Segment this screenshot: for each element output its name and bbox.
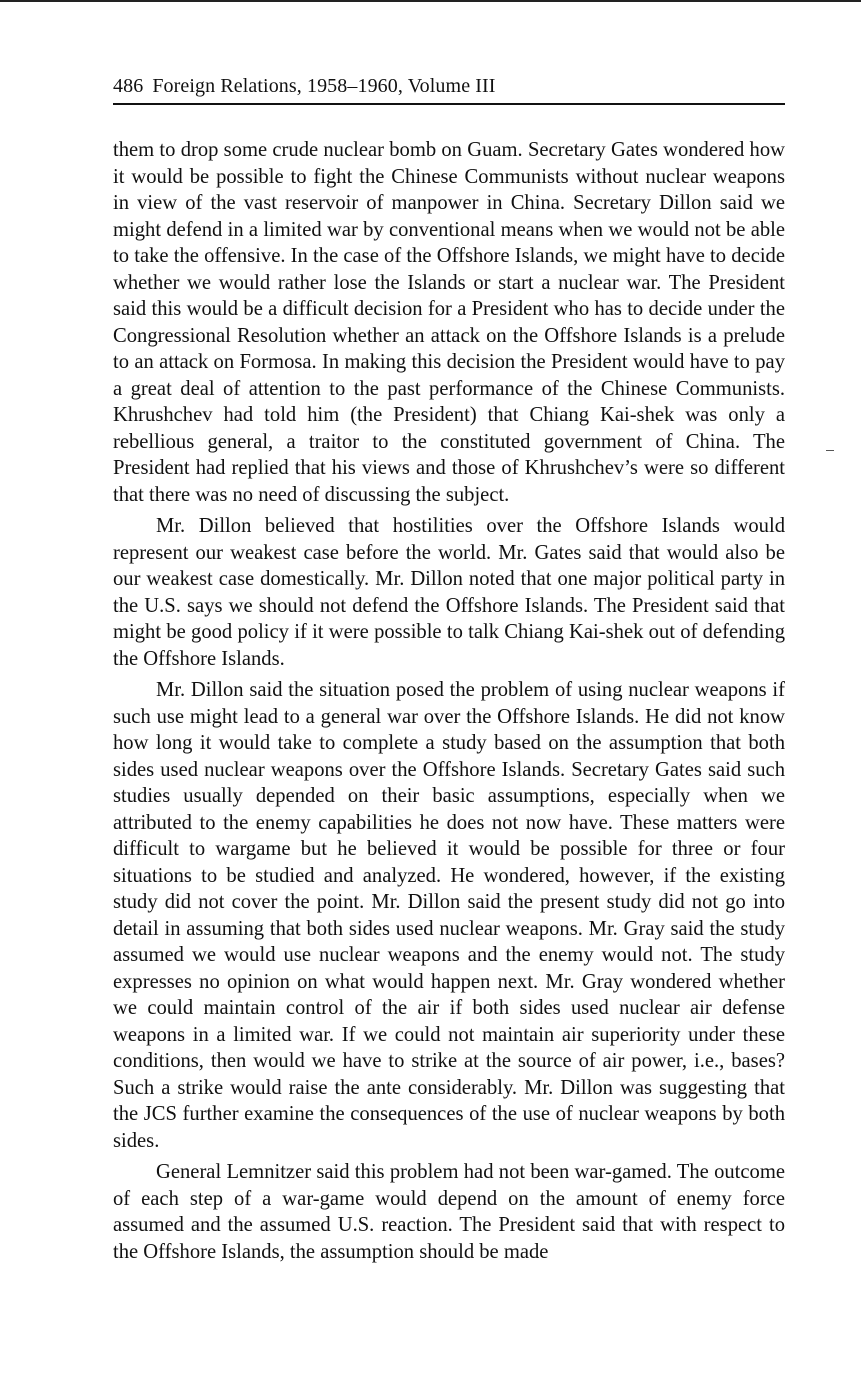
- paragraph: Mr. Dillon said the situation posed the problem of using nuclear weapons if such use might lead to a general war over the Offshore Islands. He did not know how long it would take to complete a study based on the assumption that both sides used nuclear weapons over the Offshore Islands. Secretary Gates said such studies usually depended on their basic assumptions, especially when we attributed to the enemy capabilities he does not now have. These matters were difficult to wargame but he believed it would be possible for three or four situations to be studied and analyzed. He wondered, however, if the existing study did not cover the point. Mr. Dillon said the present study did not go into detail in assuming that both sides used nuclear weapons. Mr. Gray said the study assumed we would use nuclear weapons and the enemy would not. The study expresses no opinion on what would happen next. Mr. Gray wondered whether we could maintain control of the air if both sides used nuclear air defense weapons in a limited war. If we could not maintain air superiority under these conditions, then would we have to strike at the source of air power, i.e., bases? Such a strike would raise the ante considerably. Mr. Dillon was suggesting that the JCS further examine the consequences of the use of nuclear weapons by both sides.: [113, 679, 785, 1152]
- page-top-edge: [0, 0, 861, 2]
- paragraph-continued: them to drop some crude nuclear bomb on Guam. Secretary Gates wondered how it would be possible to fight the Chinese Communists without nuclear weapons in view of the vast reservoir of manpower in China. Secretary Dillon said we might defend in a limited war by conventional means when we would not be able to take the offensive. In the case of the Offshore Islands, we might have to decide whether we would rather lose the Islands or start a nuclear war. The President said this would be a difficult decision for a President who has to decide under the Congressional Resolution whether an attack on the Offshore Islands is a prelude to an attack on Formosa. In making this decision the President would have to pay a great deal of attention to the past performance of the Chinese Communists. Khrushchev had told him (the President) that Chiang Kai-shek was only a rebellious general, a traitor to the constituted government of China. The President had replied that his views and those of Khrushchev’s were so different that there was no need of discussing the subject.: [113, 139, 785, 506]
- paragraph: General Lemnitzer said this problem had not been war-gamed. The outcome of each step of a war-game would depend on the amount of enemy force assumed and the assumed U.S. reaction. The President said that with respect to the Offshore Islands, the assumption should be made: [113, 1161, 785, 1263]
- margin-mark: [826, 450, 834, 451]
- running-title: Foreign Relations, 1958–1960, Volume III: [152, 75, 496, 97]
- running-header: [113, 72, 785, 105]
- paragraph: Mr. Dillon believed that hostilities over the Offshore Islands would represent our weakest case before the world. Mr. Gates said that would also be our weakest case domestically. Mr. Dillon noted that one major political party in the U.S. says we should not defend the Offshore Islands. The President said that might be good policy if it were possible to talk Chiang Kai-shek out of defending the Offshore Islands.: [113, 515, 785, 670]
- body-text: [113, 137, 785, 1265]
- page-number: 486: [113, 75, 144, 97]
- document-page: [113, 72, 785, 1270]
